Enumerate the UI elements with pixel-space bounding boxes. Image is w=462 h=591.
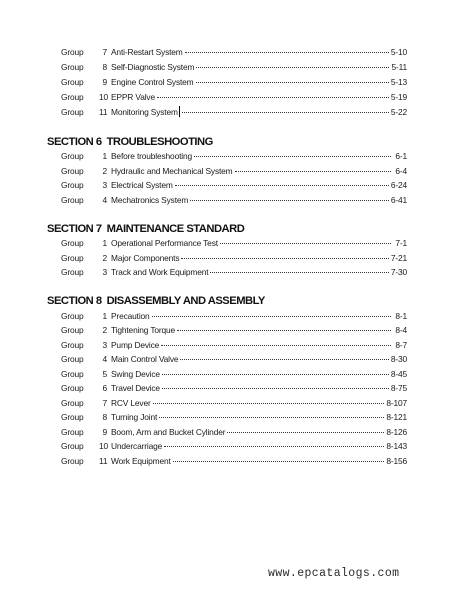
page-number: 7-21	[390, 253, 407, 263]
group-label: Group	[61, 412, 84, 422]
group-number: 4	[102, 354, 107, 364]
page-number: 5-19	[390, 92, 407, 102]
entry-title: Anti-Restart System	[111, 47, 183, 57]
group-label: Group	[61, 340, 84, 350]
group-label: Group	[61, 369, 84, 379]
toc-entry[interactable]	[61, 179, 407, 191]
group-label: Group	[61, 107, 84, 117]
page-number: 8-126	[386, 427, 407, 437]
group-label: Group	[61, 325, 84, 335]
group-label: Group	[61, 253, 84, 263]
section-number: SECTION 6	[47, 136, 102, 148]
group-label: Group	[61, 47, 84, 57]
group-number: 9	[102, 427, 107, 437]
toc-entry[interactable]	[61, 353, 407, 365]
page-number: 7-30	[390, 267, 407, 277]
group-number: 1	[102, 311, 107, 321]
toc-entry[interactable]	[61, 150, 407, 162]
entry-title	[111, 106, 180, 118]
page-number: 5-11	[391, 62, 407, 72]
page-number: 8-156	[386, 456, 407, 466]
group-number: 2	[102, 253, 107, 263]
entry-title: Major Components	[111, 253, 180, 263]
page-number: 8-4	[395, 325, 407, 335]
entry-title: Undercarriage	[111, 441, 163, 451]
toc-entry[interactable]	[61, 76, 407, 88]
page-number: 8-1	[395, 311, 407, 321]
dot-leader	[210, 271, 388, 273]
group-number: 3	[102, 180, 107, 190]
page-number: 5-13	[390, 77, 407, 87]
group-label: Group	[61, 311, 84, 321]
dot-leader	[227, 431, 384, 433]
entry-title: Tightening Torque	[111, 325, 176, 335]
dot-leader	[181, 257, 388, 259]
group-label: Group	[61, 456, 84, 466]
entry-title: Self-Diagnostic System	[111, 62, 195, 72]
toc-entry[interactable]	[61, 237, 407, 249]
group-label: Group	[61, 195, 84, 205]
dot-leader	[235, 170, 392, 172]
dot-leader	[220, 242, 391, 244]
dot-leader	[153, 402, 385, 404]
group-number: 3	[102, 267, 107, 277]
toc-entry[interactable]	[61, 252, 407, 264]
dot-leader	[152, 315, 391, 317]
dot-leader	[159, 416, 384, 418]
entry-title-text: Monitoring System	[111, 107, 178, 117]
group-label: Group	[61, 77, 84, 87]
entry-title: Track and Work Equipment	[111, 267, 209, 277]
toc-entry[interactable]	[61, 455, 407, 467]
section-heading	[47, 295, 265, 308]
entry-title: Boom, Arm and Bucket Cylinder	[111, 427, 226, 437]
entry-title: RCV Lever	[111, 398, 151, 408]
group-label: Group	[61, 398, 84, 408]
page-number: 6-24	[390, 180, 407, 190]
entry-title: Hydraulic and Mechanical System	[111, 166, 233, 176]
page-number: 5-10	[390, 47, 407, 57]
group-number: 8	[102, 412, 107, 422]
page-number: 7-1	[395, 238, 407, 248]
section-heading	[47, 136, 213, 149]
group-label: Group	[61, 267, 84, 277]
section-title: MAINTENANCE STANDARD	[106, 223, 245, 235]
page-number: 8-30	[390, 354, 407, 364]
entry-title: Before troubleshooting	[111, 151, 192, 161]
dot-leader	[177, 329, 391, 331]
entry-title: Mechatronics System	[111, 195, 189, 205]
dot-leader	[196, 81, 389, 83]
group-label: Group	[61, 62, 84, 72]
group-number: 3	[102, 340, 107, 350]
group-number: 11	[99, 456, 108, 466]
entry-title: Swing Device	[111, 369, 160, 379]
dot-leader	[175, 184, 389, 186]
toc-entry[interactable]	[61, 266, 407, 278]
toc-entry[interactable]	[61, 382, 407, 394]
dot-leader	[182, 111, 389, 113]
toc-entry[interactable]	[61, 324, 407, 336]
group-number: 2	[102, 325, 107, 335]
toc-entry[interactable]	[61, 194, 407, 206]
page-number: 8-107	[386, 398, 407, 408]
group-number: 8	[102, 62, 107, 72]
section-title: DISASSEMBLY AND ASSEMBLY	[106, 295, 265, 307]
toc-entry[interactable]	[61, 339, 407, 351]
entry-title: EPPR Valve	[111, 92, 155, 102]
group-number: 10	[99, 92, 109, 102]
page-number: 8-143	[386, 441, 407, 451]
toc-entry[interactable]	[61, 310, 407, 322]
toc-entry[interactable]	[61, 46, 407, 58]
page-number: 8-121	[386, 412, 407, 422]
group-number: 6	[102, 383, 107, 393]
entry-title: Engine Control System	[111, 77, 194, 87]
toc-entry[interactable]	[61, 91, 407, 103]
entry-title: Precaution	[111, 311, 150, 321]
toc-entry[interactable]	[61, 440, 407, 452]
group-label: Group	[61, 166, 84, 176]
entry-title: Main Control Valve	[111, 354, 179, 364]
text-cursor	[179, 106, 180, 117]
toc-entry[interactable]	[61, 426, 407, 438]
dot-leader	[173, 460, 385, 462]
dot-leader	[185, 51, 389, 53]
dot-leader	[161, 344, 391, 346]
dot-leader	[164, 445, 384, 447]
group-number: 1	[102, 238, 107, 248]
dot-leader	[196, 66, 389, 68]
group-label: Group	[61, 441, 84, 451]
watermark-text: www.epcatalogs.com	[268, 567, 400, 580]
group-label: Group	[61, 427, 84, 437]
dot-leader	[190, 199, 389, 201]
entry-title: Turning Joint	[111, 412, 158, 422]
toc-entry[interactable]	[61, 61, 407, 73]
entry-title: Pump Device	[111, 340, 160, 350]
page-number: 6-1	[395, 151, 407, 161]
group-number: 4	[102, 195, 107, 205]
section-number: SECTION 7	[47, 223, 102, 235]
group-number: 7	[102, 398, 107, 408]
group-number: 1	[102, 151, 107, 161]
entry-title: Operational Performance Test	[111, 238, 218, 248]
page-number: 8-45	[390, 369, 407, 379]
toc-entry[interactable]	[61, 411, 407, 423]
page-number: 6-41	[390, 195, 407, 205]
section-heading	[47, 223, 244, 236]
entry-title: Electrical System	[111, 180, 173, 190]
toc-entry[interactable]	[61, 165, 407, 177]
page-number: 6-4	[395, 166, 407, 176]
group-label: Group	[61, 354, 84, 364]
toc-entry[interactable]	[61, 397, 407, 409]
page-number: 8-75	[390, 383, 407, 393]
dot-leader	[162, 387, 389, 389]
dot-leader	[194, 155, 391, 157]
group-number: 10	[99, 441, 109, 451]
section-title: TROUBLESHOOTING	[106, 136, 213, 148]
toc-entry[interactable]	[61, 106, 407, 118]
entry-title: Work Equipment	[111, 456, 171, 466]
dot-leader	[157, 96, 389, 98]
section-number: SECTION 8	[47, 295, 102, 307]
group-label: Group	[61, 383, 84, 393]
page-number: 5-22	[390, 107, 407, 117]
dot-leader	[180, 358, 388, 360]
group-number: 7	[102, 47, 107, 57]
group-label: Group	[61, 92, 84, 102]
group-number: 2	[102, 166, 107, 176]
dot-leader	[162, 373, 389, 375]
group-label: Group	[61, 238, 84, 248]
group-number: 5	[102, 369, 107, 379]
group-number: 9	[102, 77, 107, 87]
entry-title: Travel Device	[111, 383, 160, 393]
group-label: Group	[61, 151, 84, 161]
page-number: 8-7	[395, 340, 407, 350]
group-number: 11	[99, 107, 108, 117]
group-label: Group	[61, 180, 84, 190]
toc-entry[interactable]	[61, 368, 407, 380]
